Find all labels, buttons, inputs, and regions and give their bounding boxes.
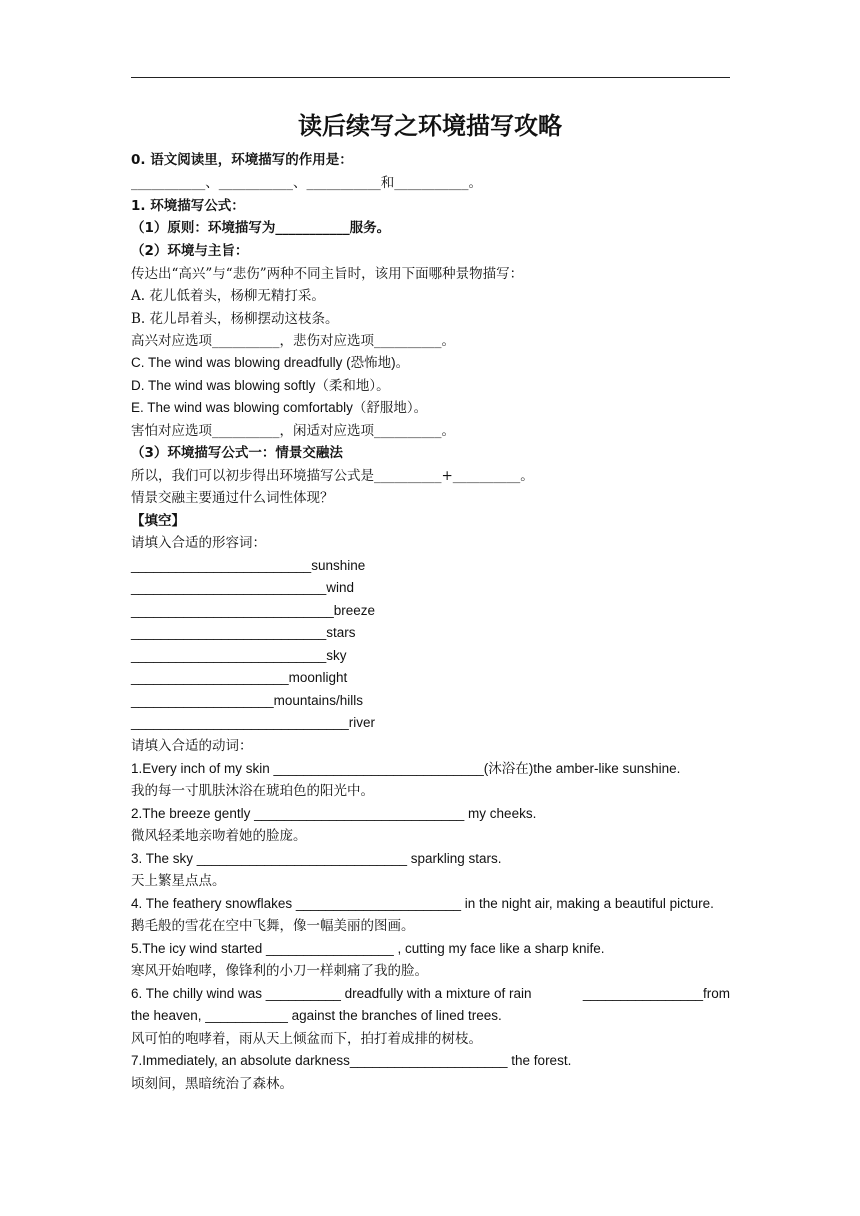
verb-translation-7: 顷刻间，黑暗统治了森林。 xyxy=(131,1076,293,1092)
formula-one-heading: （3）环境描写公式一：情景交融法 xyxy=(131,445,343,461)
verb-translation-1: 我的每一寸肌肤沐浴在琥珀色的阳光中。 xyxy=(131,783,374,799)
adjective-blank-mountains: ___________________mountains/hills xyxy=(131,693,363,708)
adjective-blank-breeze: ___________________________breeze xyxy=(131,603,375,618)
verb-sentence-6-continued: the heaven, ___________ against the branches of lined trees. xyxy=(131,1008,502,1023)
adjective-prompt: 请填入合适的形容词： xyxy=(131,535,266,551)
verb-sentence-6-part1: 6. The chilly wind was __________ dreadfully with a mixture of rain xyxy=(131,986,532,1001)
answer-fear-leisure: 害怕对应选项__________，闲适对应选项__________。 xyxy=(131,423,455,439)
verb-translation-2: 微风轻柔地亲吻着她的脸庞。 xyxy=(131,828,307,844)
adjective-blank-sky: __________________________sky xyxy=(131,648,347,663)
verb-sentence-4: 4. The feathery snowflakes ______________________ in the night air, making a beautiful picture. xyxy=(131,896,714,911)
verb-translation-6: 风可怕的咆哮着，雨从天上倾盆而下，拍打着成排的树枝。 xyxy=(131,1031,482,1047)
option-d: D. The wind was blowing softly（柔和地）。 xyxy=(131,378,390,393)
theme-question: 传达出“高兴”与“悲伤”两种不同主旨时，该用下面哪种景物描写： xyxy=(131,266,524,282)
verb-sentence-3: 3. The sky ____________________________ sparkling stars. xyxy=(131,851,502,866)
subheading-theme: （2）环境与主旨： xyxy=(131,243,249,259)
verb-sentence-5: 5.The icy wind started _________________ , cutting my face like a sharp knife. xyxy=(131,941,605,956)
q0-blanks: ___________、___________、___________和___________。 xyxy=(131,175,482,191)
verb-translation-4: 鹅毛般的雪花在空中飞舞，像一幅美丽的图画。 xyxy=(131,918,415,934)
adjective-blank-river: _____________________________river xyxy=(131,715,375,730)
verb-translation-3: 天上繁星点点。 xyxy=(131,873,226,889)
verb-prompt: 请填入合适的动词： xyxy=(131,738,253,754)
adjective-blank-wind: __________________________wind xyxy=(131,580,354,595)
q0-heading: 0. 语文阅读里，环境描写的作用是： xyxy=(131,152,353,168)
verb-sentence-6-part2: ________________from xyxy=(582,986,730,1001)
answer-happy-sad: 高兴对应选项__________，悲伤对应选项__________。 xyxy=(131,333,455,349)
verb-sentence-6-row xyxy=(131,984,730,1004)
option-c: C. The wind was blowing dreadfully (恐怖地)。 xyxy=(131,355,410,370)
fill-in-heading: 【填空】 xyxy=(131,513,185,529)
verb-sentence-7: 7.Immediately, an absolute darkness_____________________ the forest. xyxy=(131,1053,572,1068)
adjective-blank-stars: __________________________stars xyxy=(131,625,356,640)
word-class-question: 情景交融主要通过什么词性体现？ xyxy=(131,490,334,506)
option-a: A. 花儿低着头，杨柳无精打采。 xyxy=(131,288,325,304)
option-b: B. 花儿昂着头，杨柳摆动这枝条。 xyxy=(131,311,339,327)
verb-translation-5: 寒风开始咆哮，像锋利的小刀一样刺痛了我的脸。 xyxy=(131,963,428,979)
option-e: E. The wind was blowing comfortably（舒服地）。 xyxy=(131,400,428,415)
header-rule xyxy=(131,77,730,78)
adjective-blank-sunshine: ________________________sunshine xyxy=(131,558,366,573)
section-1-heading: 1. 环境描写公式： xyxy=(131,198,245,214)
adjective-blank-moonlight: _____________________moonlight xyxy=(131,670,348,685)
verb-sentence-1: 1.Every inch of my skin ____________________________(沐浴在)the amber-like sunshine. xyxy=(131,761,681,776)
principle-line: （1）原则：环境描写为___________服务。 xyxy=(131,220,391,236)
page-title: 读后续写之环境描写攻略 xyxy=(298,112,562,140)
formula-line: 所以，我们可以初步得出环境描写公式是__________+__________。 xyxy=(131,468,534,484)
verb-sentence-2: 2.The breeze gently ____________________________ my cheeks. xyxy=(131,806,537,821)
